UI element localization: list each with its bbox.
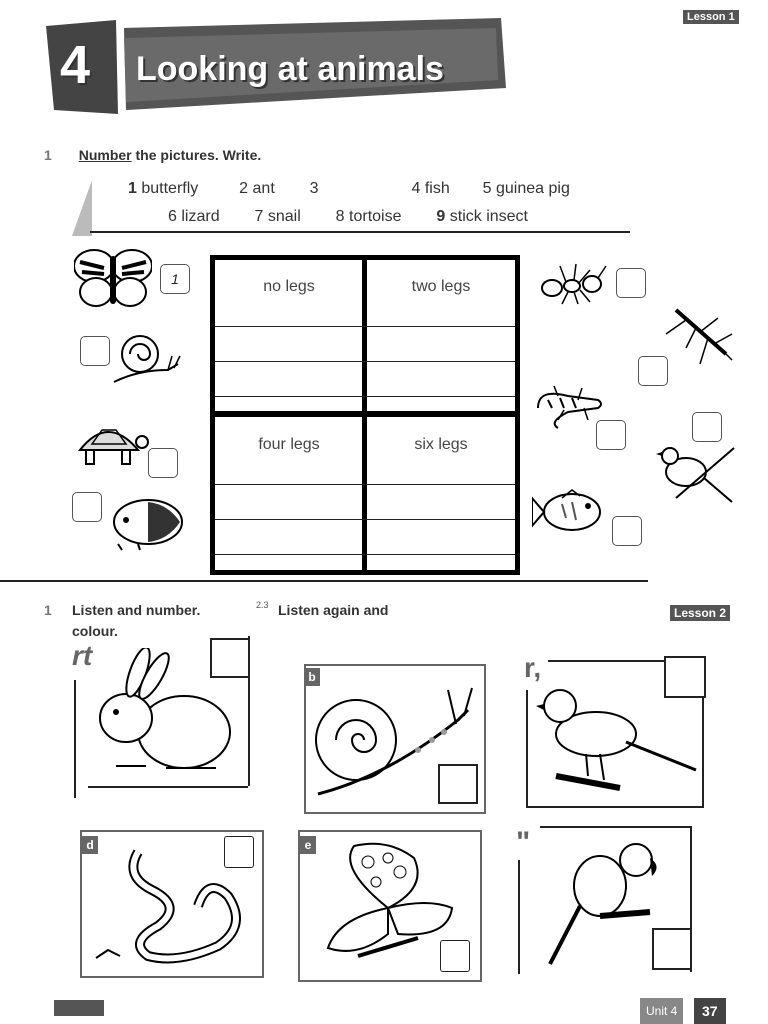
header-four-legs: four legs: [258, 436, 320, 453]
fish-picture: [532, 488, 606, 536]
scan-mark-c: r,: [524, 652, 542, 683]
writing-line[interactable]: [215, 484, 515, 485]
word-item: 1 butterfly: [128, 180, 199, 197]
exercise-number: 1: [44, 147, 52, 163]
word-item: 2 ant: [239, 180, 275, 197]
exercise-2-heading: [44, 602, 52, 620]
letter-e-tab: e: [300, 836, 316, 854]
guinea-pig-picture: [108, 494, 184, 552]
frame-edge: [518, 860, 520, 974]
scan-mark-f: ": [516, 826, 531, 859]
butterfly-picture: [74, 248, 152, 308]
stick-insect-picture: [656, 304, 736, 374]
rabbit-picture: [86, 648, 236, 778]
instruction-listen-again: Listen again and: [278, 602, 389, 618]
frame-edge: [526, 690, 528, 808]
writing-line[interactable]: [215, 519, 515, 520]
bird-picture: [656, 440, 736, 510]
letter-b-tab: b: [304, 668, 320, 686]
writing-line[interactable]: [215, 361, 515, 362]
tortoise-picture: [72, 414, 150, 472]
footer-unit-label: Unit 4: [640, 998, 683, 1024]
instruction-rest: the pictures. Write.: [131, 147, 262, 163]
parrot-picture: [540, 836, 660, 968]
section-divider: [0, 580, 648, 582]
tortoise-number-box[interactable]: [148, 448, 178, 478]
ant-number-box[interactable]: [616, 268, 646, 298]
footer-bar-left: [54, 1000, 104, 1016]
wordlist-tab-shape: [72, 180, 92, 236]
audio-track: 2.3: [256, 600, 269, 610]
writing-line[interactable]: [215, 554, 515, 555]
word-list-row-1: [128, 180, 628, 198]
snake-picture: [88, 846, 258, 970]
frame-edge: [88, 786, 248, 788]
instruction-colour: colour.: [72, 623, 118, 639]
exercise-1-heading: [44, 147, 261, 165]
header-no-legs: no legs: [263, 278, 315, 295]
lesson-2-tag: Lesson 2: [670, 605, 730, 621]
writing-line[interactable]: [215, 326, 515, 327]
frame-edge: [540, 826, 692, 828]
word-item: 9 stick insect: [436, 208, 528, 225]
butterfly-picture-large: [318, 838, 458, 970]
word-list-row-2: [168, 208, 628, 226]
snail-number-box[interactable]: [80, 336, 110, 366]
word-item: 4 fish: [411, 180, 450, 197]
instruction-listen-number: Listen and number.: [72, 602, 201, 618]
fish-number-box[interactable]: [612, 516, 642, 546]
bird-number-box[interactable]: [692, 412, 722, 442]
lizard-number-box[interactable]: [596, 420, 626, 450]
word-item: 6 lizard: [168, 208, 220, 225]
butterfly-number-box[interactable]: 1: [160, 264, 190, 294]
word-item: 5 guinea pig: [482, 180, 570, 197]
footer-page-number: 37: [694, 998, 726, 1024]
writing-line[interactable]: [215, 396, 515, 397]
frame-edge: [74, 680, 76, 798]
bird-picture-large: [536, 684, 700, 800]
word-item: 7 snail: [254, 208, 301, 225]
letter-d-tab: d: [82, 836, 98, 854]
snail-answer-box[interactable]: [438, 764, 478, 804]
table-divider-horizontal: [215, 411, 515, 417]
butterfly-answer-box[interactable]: [440, 940, 470, 972]
stick-insect-number-box[interactable]: [638, 356, 668, 386]
lesson-1-tag: Lesson 1: [683, 10, 739, 24]
snail-picture: [108, 330, 182, 390]
unit-number: 4: [60, 35, 91, 95]
frame-edge: [526, 806, 704, 808]
scan-mark-a: rt: [72, 640, 93, 671]
unit-title: Looking at animals: [136, 50, 444, 88]
guinea-pig-number-box[interactable]: [72, 492, 102, 522]
header-two-legs: two legs: [411, 278, 471, 295]
header-six-legs: six legs: [414, 436, 468, 453]
instruction-underlined: Number: [78, 147, 132, 163]
parrot-answer-box[interactable]: [652, 928, 692, 970]
wordlist-underline: [90, 231, 630, 233]
exercise-number: 1: [44, 602, 52, 618]
word-item: 3: [309, 180, 319, 197]
word-item: 8 tortoise: [335, 208, 402, 225]
ant-picture: [540, 262, 608, 306]
